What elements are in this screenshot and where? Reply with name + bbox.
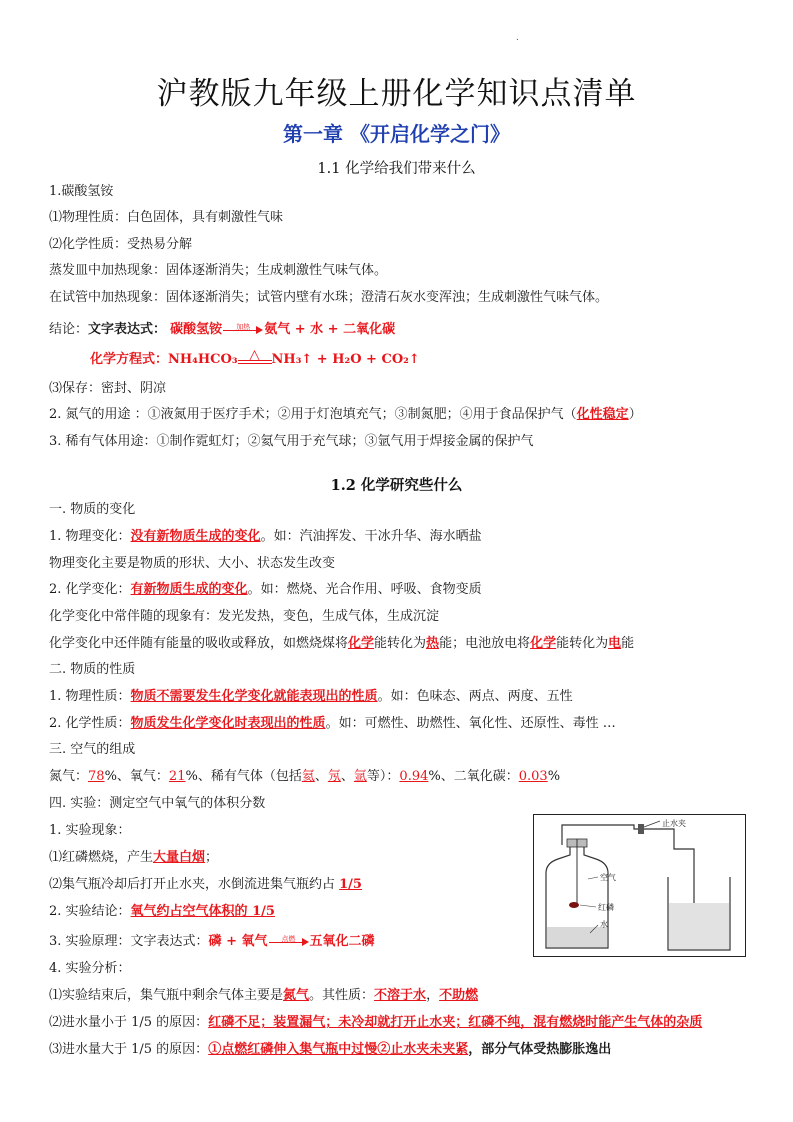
- chemical-equation-line: [90, 346, 420, 369]
- answer-highlight: 有新物质生成的变化: [130, 582, 248, 597]
- text-segment: ⑴实验结束后，集气瓶中剩余气体主要是: [49, 988, 284, 1003]
- text-line: 1. 实验现象：: [49, 823, 131, 838]
- air-composition-line: [49, 768, 560, 786]
- text-segment: 、: [340, 769, 354, 784]
- text-line: [49, 715, 616, 733]
- answer-highlight: 氩: [353, 769, 367, 784]
- text-line: [49, 903, 275, 921]
- text-line: 蒸发皿中加热现象：固体逐渐消失；生成刺激性气味气体。: [49, 263, 388, 278]
- scan-dot: .: [516, 33, 519, 43]
- conclusion-label: 结论：: [49, 322, 89, 337]
- answer-highlight: 1/5: [339, 877, 362, 892]
- answer-highlight: 化学: [348, 636, 375, 651]
- heat-condition: △: [249, 346, 260, 363]
- chapter-title: 第一章 《开启化学之门》: [283, 122, 510, 146]
- text-segment: 。如：燃烧、光合作用、呼吸、食物变质: [247, 582, 482, 597]
- reactants: 磷 + 氧气: [208, 934, 268, 949]
- label-air: 空气: [600, 873, 616, 882]
- text-segment: ⑵进水量小于 1/5 的原因：: [49, 1015, 209, 1030]
- label-clamp: 止水夹: [662, 819, 686, 828]
- text-line: [49, 876, 362, 894]
- text-line: 4. 实验分析：: [49, 961, 131, 976]
- text-segment: 。如：可燃性、助燃性、氧化性、还原性、毒性 …: [325, 716, 616, 731]
- text-line: [49, 635, 634, 653]
- text-line: [49, 1014, 702, 1032]
- answer-highlight: 氧气约占空气体积的 1/5: [130, 904, 275, 919]
- label-water: 水: [600, 920, 608, 929]
- heat-equals-sign: [238, 346, 272, 368]
- reaction-arrow: [269, 935, 309, 949]
- reaction-condition: 加热: [236, 322, 251, 331]
- text-line: 物理变化主要是物质的形状、大小、状态发生改变: [49, 556, 336, 571]
- text-line: 在试管中加热现象：固体逐渐消失；试管内壁有水珠；澄清石灰水变浑浊；生成刺激性气味气体。: [49, 290, 609, 305]
- subsection-title: 一. 物质的变化: [49, 502, 136, 517]
- answer-highlight: 78: [88, 769, 105, 784]
- text-segment: 能: [621, 636, 635, 651]
- text-segment: 化学变化中还伴随有能量的吸收或释放，如燃烧煤将: [49, 636, 349, 651]
- page-title: 沪教版九年级上册化学知识点清单: [156, 76, 637, 112]
- apparatus-drawing: [534, 815, 745, 956]
- section-1-2-heading: 1.2 化学研究些什么: [330, 477, 463, 494]
- label-phosphorus: 红磷: [598, 903, 614, 912]
- text-segment: 。如：汽油挥发、干冰升华、海水晒盐: [260, 529, 482, 544]
- bottle-water: [547, 927, 607, 947]
- subsection-title: 四. 实验：测定空气中氧气的体积分数: [49, 796, 266, 811]
- text-line: ⑴物理性质：白色固体，具有刺激性气味: [49, 210, 284, 225]
- text-segment: 。其性质：: [309, 988, 375, 1003]
- answer-highlight: 氖: [327, 769, 341, 784]
- text-line: 1.碳酸氢铵: [49, 184, 114, 199]
- text-segment: 能转化为: [556, 636, 609, 651]
- reaction-arrow: [223, 323, 263, 337]
- subsection-title: 三. 空气的组成: [49, 742, 136, 757]
- answer-highlight: 红磷不足；装置漏气；未冷却就打开止水夹；红磷不纯，混有燃烧时能产生气体的杂质: [208, 1015, 703, 1030]
- text-segment: ⑴红磷燃烧，产生: [49, 850, 154, 865]
- subsection-title: 二. 物质的性质: [49, 662, 136, 677]
- text-segment: ；: [205, 850, 219, 865]
- text-segment: %、稀有气体（包括: [185, 769, 302, 784]
- answer-highlight: 不助燃: [439, 988, 479, 1003]
- answer-highlight: 氦: [301, 769, 315, 784]
- text-line: ⑶保存：密封、阴凉: [49, 381, 167, 396]
- formula-reactant: NH₄HCO₃: [168, 352, 238, 367]
- red-phosphorus: [569, 902, 579, 908]
- answer-highlight: 0.94: [399, 769, 429, 784]
- text-segment: 能转化为: [374, 636, 427, 651]
- word-equation-title: 文字表达式：: [88, 322, 167, 337]
- experiment-diagram: [533, 814, 746, 957]
- text-segment: %: [547, 769, 561, 784]
- text-line: [49, 987, 478, 1005]
- text-line: [49, 933, 375, 951]
- products: 氨气 + 水 + 二氧化碳: [264, 322, 396, 337]
- reaction-condition: 点燃: [281, 934, 296, 943]
- text-line: [49, 1041, 611, 1059]
- text-line: ⑵化学性质：受热易分解: [49, 237, 193, 252]
- formula-products: NH₃↑ + H₂O + CO₂↑: [271, 352, 420, 367]
- text-segment: ⑶进水量大于 1/5 的原因：: [49, 1042, 209, 1057]
- text-segment: ，: [426, 988, 440, 1003]
- chemical-equation-title: 化学方程式：: [90, 352, 169, 367]
- text-segment: 。如：色味态、两点、两度、五性: [377, 689, 573, 704]
- text-segment: ，部分气体受热膨胀逸出: [468, 1042, 612, 1057]
- text-line: 3. 稀有气体用途：①制作霓虹灯；②氦气用于充气球；③氩气用于焊接金属的保护气: [49, 434, 534, 449]
- text-line: [49, 528, 482, 546]
- answer-highlight: 不溶于水: [374, 988, 427, 1003]
- text-segment: ⑵集气瓶冷却后打开止水夹，水倒流进集气瓶约占: [49, 877, 340, 892]
- text-segment: 2. 实验结论：: [49, 904, 131, 919]
- word-equation-line: [49, 321, 395, 339]
- answer-highlight: 21: [168, 769, 186, 784]
- text-line: [49, 688, 573, 706]
- answer-highlight: 0.03: [518, 769, 548, 784]
- answer-highlight: ①点燃红磷伸入集气瓶中过慢②止水夹未夹紧: [208, 1042, 469, 1057]
- section-1-1-heading: 1.1 化学给我们带来什么: [317, 161, 476, 177]
- answer-highlight: 化性稳定: [576, 407, 629, 422]
- clamp: [638, 824, 644, 834]
- text-segment: ）: [628, 407, 642, 422]
- text-segment: 、: [314, 769, 328, 784]
- text-segment: %、二氧化碳：: [428, 769, 519, 784]
- text-segment: 2. 化学变化：: [49, 582, 131, 597]
- reactant: 碳酸氢铵: [170, 322, 223, 337]
- products: 五氧化二磷: [309, 934, 375, 949]
- text-segment: 等）：: [366, 769, 400, 784]
- text-segment: 能；电池放电将: [439, 636, 531, 651]
- answer-highlight: 物质不需要发生化学变化就能表现出的性质: [130, 689, 378, 704]
- text-line: [49, 849, 218, 867]
- text-segment: 3. 实验原理：文字表达式：: [49, 934, 209, 949]
- text-line: 化学变化中常伴随的现象有：发光发热，变色，生成气体，生成沉淀: [49, 609, 440, 624]
- text-segment: 1. 物理变化：: [49, 529, 131, 544]
- answer-highlight: 热: [426, 636, 440, 651]
- text-segment: 1. 物理性质：: [49, 689, 131, 704]
- answer-highlight: 大量白烟: [153, 850, 206, 865]
- answer-highlight: 电: [608, 636, 622, 651]
- answer-highlight: 没有新物质生成的变化: [130, 529, 261, 544]
- answer-highlight: 氮气: [283, 988, 310, 1003]
- answer-highlight: 物质发生化学变化时表现出的性质: [130, 716, 326, 731]
- answer-highlight: 化学: [530, 636, 557, 651]
- text-line: [49, 406, 642, 424]
- text-segment: 2. 氮气的用途 ：①液氮用于医疗手术；②用于灯泡填充气；③制氮肥；④用于食品保护气（: [49, 407, 577, 422]
- beaker-water: [669, 903, 729, 949]
- text-segment: %、氧气：: [104, 769, 169, 784]
- text-line: [49, 581, 482, 599]
- text-segment: 氮气：: [49, 769, 89, 784]
- text-segment: 2. 化学性质：: [49, 716, 131, 731]
